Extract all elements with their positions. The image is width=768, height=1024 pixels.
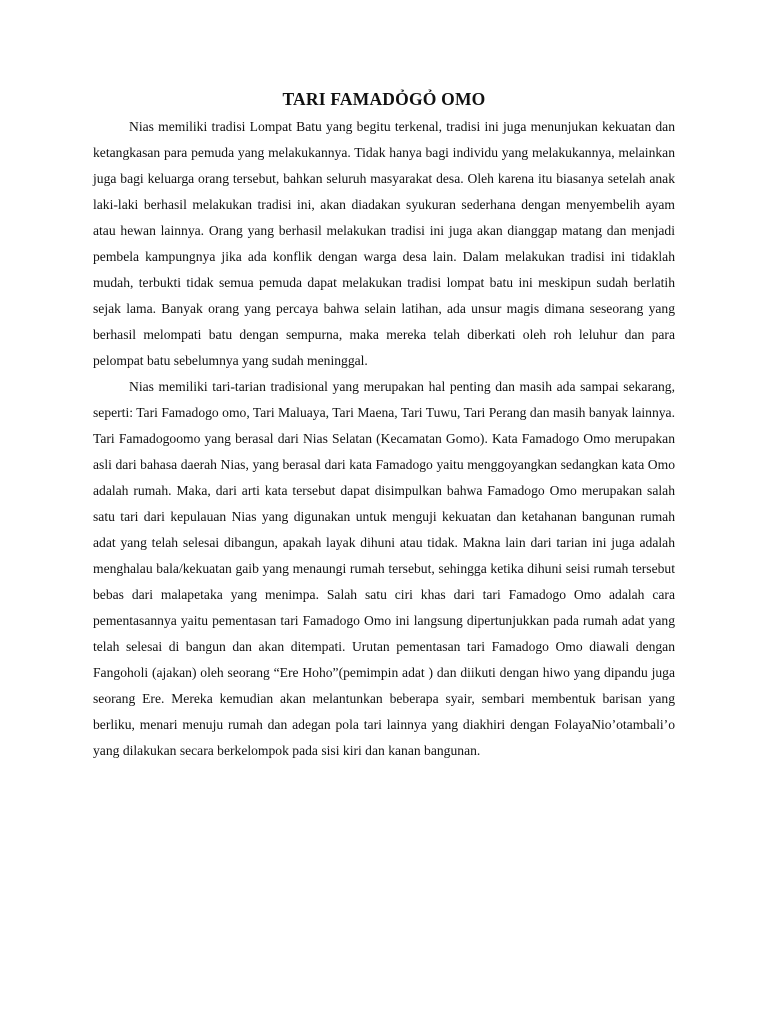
document-title: TARI FAMADỎGỎ OMO	[282, 89, 486, 109]
paragraph-lompat-batu: Nias memiliki tradisi Lompat Batu yang begitu terkenal, tradisi ini juga menunjukan kekuatan dan ketangkasan para pemuda yang melakukannya. Tidak hanya bagi individu yang melakukannya, melainkan juga bagi keluarga orang tersebut, bahkan seluruh masyarakat desa. Oleh karena itu biasanya setelah anak laki-laki berhasil melakukan tradisi ini, akan diadakan syukuran sederhana dengan menyembelih ayam atau hewan lainnya. Orang yang berhasil melakukan tradisi ini juga akan dianggap matang dan menjadi pembela kampungnya jika ada konflik dengan warga desa lain. Dalam melakukan tradisi ini tidaklah mudah, terbukti tidak semua pemuda dapat melakukan tradisi lompat batu ini meskipun sudah berlatih sejak lama. Banyak orang yang percaya bahwa selain latihan, ada unsur magis dimana seseorang yang berhasil melompati batu dengan sempurna, maka mereka telah diberkati oleh roh leluhur dan para pelompat batu sebelumnya yang sudah meninggal.	[93, 119, 675, 368]
paragraph-tari-famadogo: Nias memiliki tari-tarian tradisional yang merupakan hal penting dan masih ada sampai sekarang, seperti: Tari Famadogo omo, Tari Maluaya, Tari Maena, Tari Tuwu, Tari Perang dan masih banyak lainnya. Tari Famadogoomo yang berasal dari Nias Selatan (Kecamatan Gomo). Kata Famadogo Omo merupakan asli dari bahasa daerah Nias, yang berasal dari kata Famadogo yaitu menggoyangkan sedangkan kata Omo adalah rumah. Maka, dari arti kata tersebut dapat disimpulkan bahwa Famadogo Omo merupakan salah satu tari dari kepulauan Nias yang digunakan untuk menguji kekuatan dan ketahanan bangunan rumah adat yang telah selesai dibangun, apakah layak dihuni atau tidak. Makna lain dari tarian ini juga adalah menghalau bala/kekuatan gaib yang menaungi rumah tersebut, sehingga ketika dihuni seisi rumah tersebut bebas dari malapetaka yang menimpa. Salah satu ciri khas dari tari Famadogo Omo adalah cara pementasannya yaitu pementasan tari Famadogo Omo ini langsung dipertunjukkan pada rumah adat yang telah selesai di bangun dan akan ditempati. Urutan pementasan tari Famadogo Omo diawali dengan Fangoholi (ajakan) oleh seorang “Ere Hoho”(pemimpin adat ) dan diikuti dengan hiwo yang dipandu juga seorang Ere. Mereka kemudian akan melantunkan beberapa syair, sembari membentuk barisan yang berliku, menari menuju rumah dan adegan pola tari lainnya yang diakhiri dengan FolayaNio’otambali’o yang dilakukan secara berkelompok pada sisi kiri dan kanan bangunan.	[93, 379, 675, 758]
document-page	[93, 88, 675, 764]
